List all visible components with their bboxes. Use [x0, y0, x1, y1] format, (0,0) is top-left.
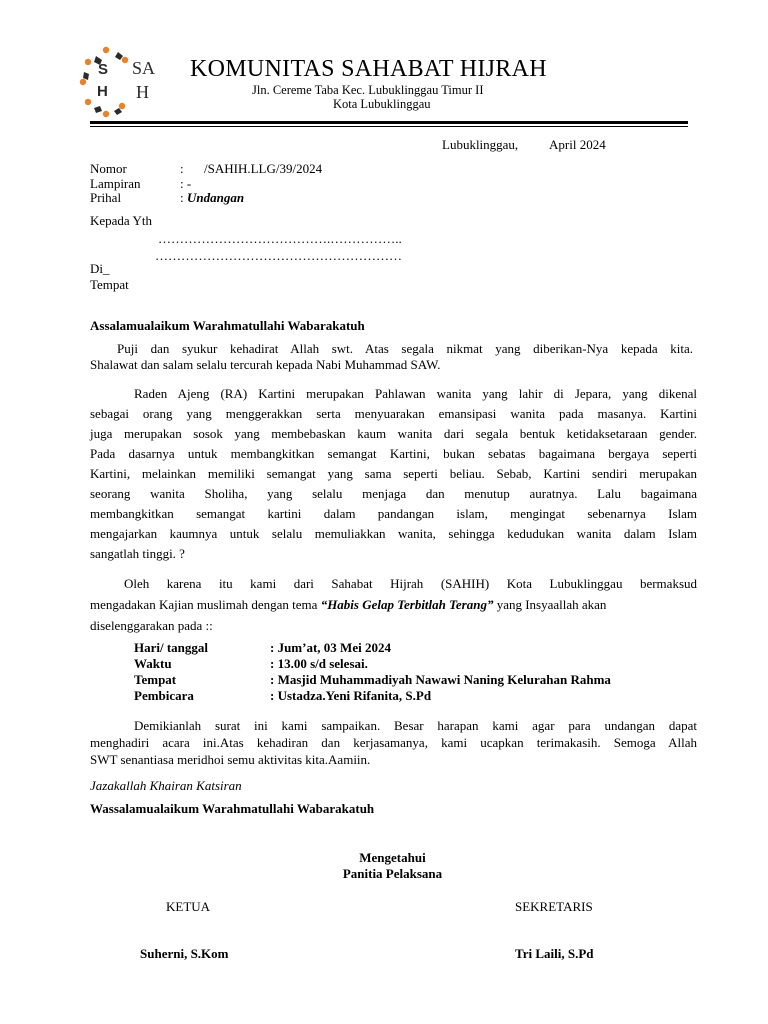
para2-line: sebagai orang yang menggerakkan serta menyuarakan emansipasi wanita pada masanya. Kartini: [90, 406, 697, 421]
logo-text-h: H: [136, 82, 149, 102]
address-line-2: Kota Lubuklinggau: [333, 97, 431, 111]
left-signatory-role: KETUA: [166, 899, 211, 914]
recipient-dots-2: …………………………………………………: [155, 248, 402, 263]
event-label-speaker: Pembicara: [134, 688, 194, 703]
acknowledge-label: Mengetahui: [359, 850, 426, 865]
para3-line-1: Oleh karena itu kami dari Sahabat Hijrah (SAHIH) Kota Lubuklinggau bermaksud: [124, 576, 697, 591]
left-signatory-name: Suherni, S.Kom: [140, 946, 229, 961]
meta-label-prihal: Prihal: [90, 190, 122, 205]
salam-opening: Assalamualaikum Warahmatullahi Wabarakatuh: [90, 318, 365, 333]
para2-line: seorang wanita Sholiha, yang selalu menjaga dan menutup auratnya. Lalu bagaimana: [90, 486, 697, 501]
para2-line: mengajarkan kaumnya untuk selalu memuliakkan wanita, sehingga kedudukan wanita dalam Islam: [90, 526, 697, 541]
event-value-place: : Masjid Muhammadiyah Nawawi Naning Kelurahan Rahma: [270, 672, 611, 687]
meta-sep-prihal: :: [180, 190, 184, 205]
para3-line-3: diselenggarakan pada ::: [90, 618, 213, 633]
meta-label-lampiran: Lampiran: [90, 176, 141, 191]
logo-letter-s: S: [98, 61, 109, 78]
letter-date: April 2024: [549, 137, 606, 152]
event-label-place: Tempat: [134, 672, 177, 687]
meta-value-prihal: Undangan: [187, 190, 245, 205]
closing-line-2: menghadiri acara ini.Atas kehadiran dan kerjasamanya, kami ucapkan terimakasih. Semoga Allah: [90, 735, 697, 750]
letter-city: Lubuklinggau,: [442, 137, 519, 152]
para2-line: Pada dasarnya untuk membangkitkan semangat Kartini, bukan sebatas bagaimana bergaya seperti: [90, 446, 697, 461]
jazakallah: Jazakallah Khairan Katsiran: [90, 778, 242, 793]
address-line-1: Jln. Cereme Taba Kec. Lubuklinggau Timur II: [252, 83, 484, 97]
closing-line-3: SWT senantiasa meridhoi semu aktivitas kita.Aamiin.: [90, 752, 371, 767]
meta-label-nomor: Nomor: [90, 161, 127, 176]
para1-line-1: Puji dan syukur kehadirat Allah swt. Atas segala nikmat yang diberikan-Nya kepada kita.: [117, 341, 693, 356]
logo-letter-h: H: [97, 83, 108, 100]
tempat-label: Tempat: [90, 277, 129, 292]
recipient-dots-1: ………………………………….……………..: [158, 231, 402, 246]
right-signatory-role: SEKRETARIS: [515, 899, 593, 914]
header-rule-thick: [90, 121, 688, 124]
para1-line-2: Shalawat dan salam selalu tercurah kepada Nabi Muhammad SAW.: [90, 357, 441, 372]
closing-line-1: Demikianlah surat ini kami sampaikan. Besar harapan kami agar para undangan dapat: [134, 718, 697, 733]
meta-sep-nomor: :: [180, 161, 184, 176]
event-label-day: Hari/ tanggal: [134, 640, 209, 655]
event-theme: “Habis Gelap Terbitlah Terang”: [320, 597, 494, 612]
event-value-speaker: : Ustadza.Yeni Rifanita, S.Pd: [270, 688, 432, 703]
para2-line: juga merupakan sosok yang membebaskan kaum wanita dari segala bentuk ketidaksetaraan gender.: [90, 426, 697, 441]
para2-line: Raden Ajeng (RA) Kartini merupakan Pahlawan wanita yang lahir di Jepara, yang dikenal: [134, 386, 697, 401]
event-label-time: Waktu: [134, 656, 172, 671]
committee-label: Panitia Pelaksana: [342, 866, 443, 881]
organization-logo: [76, 44, 158, 120]
para3-line-2-post: yang Insyaallah akan: [493, 597, 607, 612]
meta-value-nomor: /SAHIH.LLG/39/2024: [204, 161, 323, 176]
para2-line: membangkitkan semangat kartini dalam pandangan islam, mengingat sebenarnya Islam: [90, 506, 697, 521]
header-rule-thin: [90, 126, 688, 127]
event-value-day: : Jum’at, 03 Mei 2024: [270, 640, 391, 655]
recipient-label: Kepada Yth: [90, 213, 152, 228]
right-signatory-name: Tri Laili, S.Pd: [515, 946, 594, 961]
organization-name: KOMUNITAS SAHABAT HIJRAH: [190, 56, 547, 82]
para3-line-2-pre: mengadakan Kajian muslimah dengan tema: [90, 597, 321, 612]
para2-body: [90, 384, 697, 564]
para3-line-2: [90, 597, 606, 613]
logo-text-sa: SA: [132, 58, 156, 78]
para2-line: sangatlah tinggi. ?: [90, 546, 185, 561]
meta-sep-lampiran: : -: [180, 176, 192, 191]
di-label: Di_: [90, 261, 110, 276]
salam-closing: Wassalamualaikum Warahmatullahi Wabarakatuh: [90, 801, 375, 816]
event-value-time: : 13.00 s/d selesai.: [270, 656, 368, 671]
para2-line: Kartini, melainkan memiliki semangat yang sama seperti beliau. Sebab, Kartini sendiri merupakan: [90, 466, 697, 481]
